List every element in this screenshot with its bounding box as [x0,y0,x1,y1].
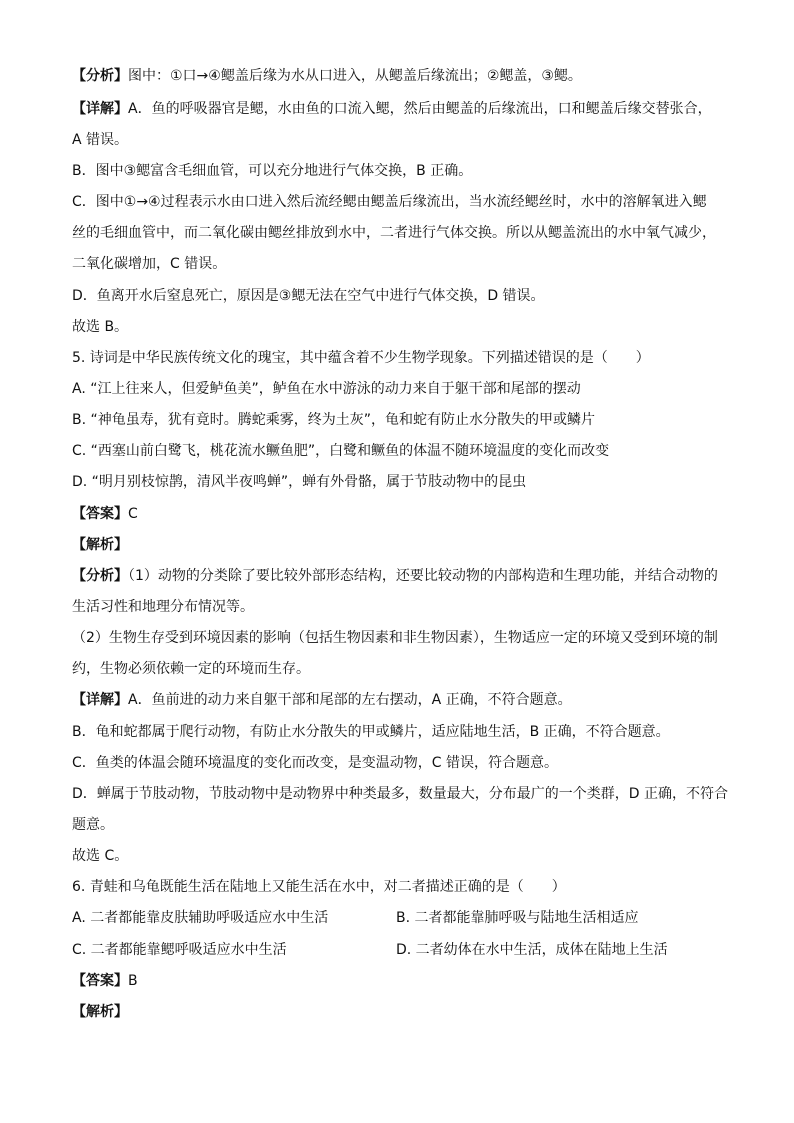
q6-option-d: D. 二者幼体在水中生活，成体在陆地上生活 [396,942,668,958]
detail-line [72,690,572,710]
text-line: B．图中③鳃富含毛细血管，可以充分地进行气体交换，B 正确。 [72,163,473,179]
text-line: A 错误。 [72,132,129,148]
q6-option-a: A. 二者都能靠皮肤辅助呼吸适应水中生活 [72,910,329,926]
analysis-tag: 【分析】 [72,568,128,584]
analysis-line [72,566,718,586]
detail-line [72,99,712,119]
q6-answer-line [72,971,138,991]
detail-text: A．鱼的呼吸器官是鳃，水由鱼的口流入鳃，然后由鳃盖的后缘流出，口和鳃盖后缘交替张合， [128,101,712,117]
detail-text: A．鱼前进的动力来自躯干部和尾部的左右摆动，A 正确，不符合题意。 [128,692,572,708]
text-line: 题意。 [72,817,114,833]
answer-tag: 【答案】 [72,973,128,989]
text-line: （2）生物生存受到环境因素的影响（包括生物因素和非生物因素），生物适应一定的环境又受到环境的制 [72,630,718,646]
q6-option-c: C. 二者都能靠鳃呼吸适应水中生活 [72,942,287,958]
answer-value: B [128,973,138,989]
analysis-line [72,66,582,86]
q5-option-b: B. “神龟虽寿，犹有竟时。腾蛇乘雾，终为土灰”，龟和蛇有防止水分散失的甲或鳞片 [72,412,596,428]
q5-option-d: D. “明月别枝惊鹊，清风半夜鸣蝉”，蝉有外骨骼，属于节肢动物中的昆虫 [72,474,527,490]
detail-tag: 【详解】 [72,101,128,117]
text-line: C．图中①→④过程表示水由口进入然后流经鳃由鳃盖后缘流出，当水流经鳃丝时，水中的溶解氧进入鳃 [72,194,707,210]
text-line: 故选 B。 [72,319,129,335]
text-line: D．蝉属于节肢动物，节肢动物中是动物界中种类最多，数量最大，分布最广的一个类群，D 正确，不符合 [72,786,729,802]
q5-option-a: A. “江上往来人，但爱鲈鱼美”，鲈鱼在水中游泳的动力来自于躯干部和尾部的摆动 [72,381,581,397]
analysis-text: （1）动物的分类除了要比较外部形态结构，还要比较动物的内部构造和生理功能，并结合动物的 [128,568,718,584]
text-line: B．龟和蛇都属于爬行动物，有防止水分散失的甲或鳞片，适应陆地生活，B 正确，不符合题意。 [72,724,670,740]
detail-tag: 【详解】 [72,692,128,708]
text-line: 生活习性和地理分布情况等。 [72,599,254,615]
analysis-text: 图中：①口→④鳃盖后缘为水从口进入，从鳃盖后缘流出；②鳃盖，③鳃。 [128,68,582,84]
text-line: 丝的毛细血管中，而二氧化碳由鳃丝排放到水中，二者进行气体交换。所以从鳃盖流出的水中氧气减少， [72,225,716,241]
text-line: D．鱼离开水后窒息死亡，原因是③鳃无法在空气中进行气体交换，D 错误。 [72,288,545,304]
q5-option-c: C. “西塞山前白鹭飞，桃花流水鳜鱼肥”，白鹭和鳜鱼的体温不随环境温度的变化而改变 [72,443,610,459]
q5-answer-line [72,504,138,524]
question-6-stem: 6. 青蛙和乌龟既能生活在陆地上又能生活在水中，对二者描述正确的是（ ） [72,879,566,895]
jiexi-tag: 【解析】 [72,1004,128,1020]
text-line: C．鱼类的体温会随环境温度的变化而改变，是变温动物，C 错误，符合题意。 [72,755,558,771]
question-5-stem: 5. 诗词是中华民族传统文化的瑰宝，其中蕴含着不少生物学现象。下列描述错误的是（ ） [72,350,650,366]
text-line: 约，生物必须依赖一定的环境而生存。 [72,661,310,677]
jiexi-tag: 【解析】 [72,537,128,553]
analysis-tag: 【分析】 [72,68,128,84]
text-line: 故选 C。 [72,848,129,864]
answer-tag: 【答案】 [72,506,128,522]
text-line: 二氧化碳增加，C 错误。 [72,256,227,272]
q6-option-b: B. 二者都能靠肺呼吸与陆地生活相适应 [396,910,639,926]
answer-value: C [128,506,138,522]
